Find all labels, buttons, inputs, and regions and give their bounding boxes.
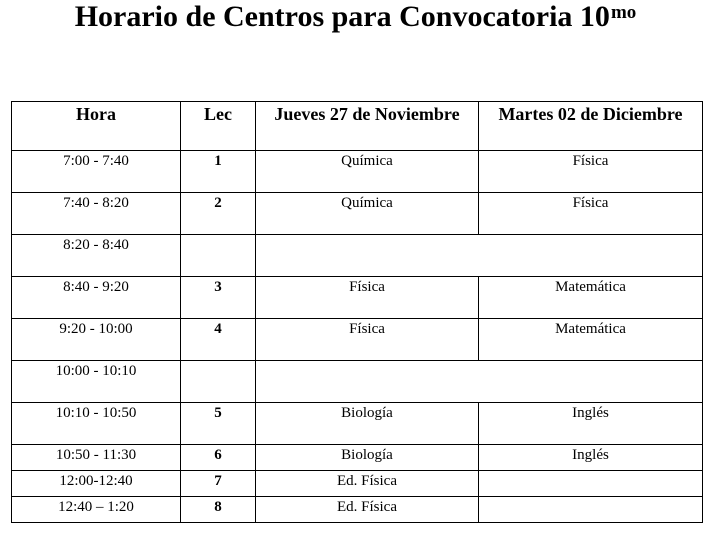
cell-lec — [181, 361, 256, 403]
cell-day1: Biología — [256, 403, 479, 445]
cell-hora: 9:20 - 10:00 — [12, 319, 181, 361]
table-row — [12, 193, 703, 235]
header-day2: Martes 02 de Diciembre — [479, 102, 703, 151]
break-row — [12, 235, 703, 277]
cell-hora: 8:20 - 8:40 — [12, 235, 181, 277]
cell-day2: Inglés — [479, 445, 703, 471]
cell-hora: 10:50 - 11:30 — [12, 445, 181, 471]
cell-day2: Física — [479, 193, 703, 235]
cell-day2 — [479, 471, 703, 497]
cell-lec: 3 — [181, 277, 256, 319]
cell-lec: 1 — [181, 151, 256, 193]
break-row — [12, 361, 703, 403]
cell-hora: 7:40 - 8:20 — [12, 193, 181, 235]
cell-day1: Ed. Física — [256, 497, 479, 523]
header-row — [12, 102, 703, 151]
page-title-superscript: mo — [610, 2, 637, 23]
cell-lec: 5 — [181, 403, 256, 445]
header-hora: Hora — [12, 102, 181, 151]
cell-day2: Inglés — [479, 403, 703, 445]
break-cell — [256, 361, 703, 403]
cell-hora: 10:10 - 10:50 — [12, 403, 181, 445]
cell-lec: 4 — [181, 319, 256, 361]
cell-day1: Química — [256, 193, 479, 235]
table-row — [12, 471, 703, 497]
cell-day1: Física — [256, 319, 479, 361]
cell-day1: Biología — [256, 445, 479, 471]
table-row — [12, 319, 703, 361]
cell-day1: Química — [256, 151, 479, 193]
break-cell — [256, 235, 703, 277]
cell-day2: Matemática — [479, 277, 703, 319]
cell-day2 — [479, 497, 703, 523]
cell-lec: 8 — [181, 497, 256, 523]
page-title — [0, 0, 711, 34]
cell-lec: 6 — [181, 445, 256, 471]
header-day1: Jueves 27 de Noviembre — [256, 102, 479, 151]
schedule-table — [11, 101, 703, 523]
cell-day1: Física — [256, 277, 479, 319]
cell-hora: 10:00 - 10:10 — [12, 361, 181, 403]
cell-hora: 7:00 - 7:40 — [12, 151, 181, 193]
cell-lec: 7 — [181, 471, 256, 497]
cell-day2: Física — [479, 151, 703, 193]
cell-hora: 12:00-12:40 — [12, 471, 181, 497]
page-title-text: Horario de Centros para Convocatoria 10 — [74, 0, 610, 33]
table-row — [12, 151, 703, 193]
cell-hora: 8:40 - 9:20 — [12, 277, 181, 319]
cell-lec: 2 — [181, 193, 256, 235]
cell-day1: Ed. Física — [256, 471, 479, 497]
table-row — [12, 497, 703, 523]
table-row — [12, 403, 703, 445]
cell-day2: Matemática — [479, 319, 703, 361]
table-row — [12, 277, 703, 319]
header-lec: Lec — [181, 102, 256, 151]
cell-lec — [181, 235, 256, 277]
cell-hora: 12:40 – 1:20 — [12, 497, 181, 523]
table-row — [12, 445, 703, 471]
